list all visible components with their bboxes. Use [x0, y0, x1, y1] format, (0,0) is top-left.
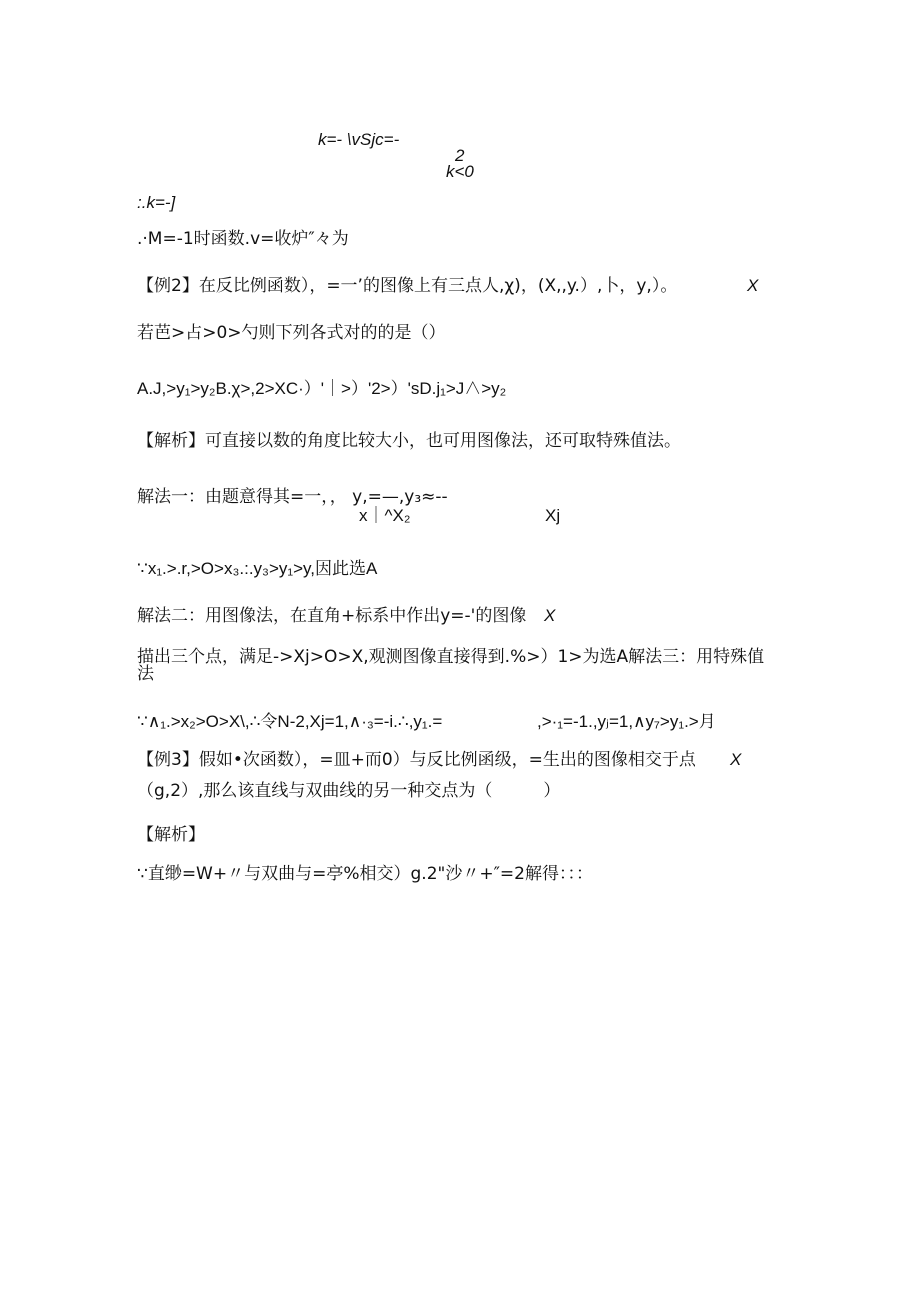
condition-k-negative: k<0: [446, 162, 474, 181]
solution-2-variable-x: X: [544, 606, 556, 625]
solution-2-description: 描出三个点，满足->Xj>O>X,观测图像直接得到.%>）1>为选A解法三：用特殊值: [137, 647, 765, 667]
example-3-variable-x: X: [730, 750, 742, 769]
example-2-options: A.J,>y₁>y₂B.χ>,2>XC·）'｜>）'2>）'sD.j₁>J∧>y₂: [137, 379, 507, 398]
analysis-heading: 【解析】: [137, 825, 205, 845]
example-3-question: （g,2）,那么该直线与双曲线的另一种交点为（ ）: [137, 781, 561, 801]
solution-3-line-a: ∵∧₁.>x₂>O>X\,∴令N-2,Xj=1,∧·₃=-i.∴,y₁.=: [137, 712, 443, 731]
solution-3-line-b: ,>·₁=-1.,yⱼ=1,∧y₇>y₁.>月: [537, 712, 716, 731]
function-statement: .·M=-1时函数.v=收炉″々为: [137, 229, 349, 249]
solution-2-wrap: 法: [137, 664, 154, 684]
solution-2-line: 解法二：用图像法，在直角+标系中作出y=-'的图像: [137, 606, 527, 626]
solution-1-conclusion: ∵x₁.>.r,>O>x₃.:.y₃>y₁>y,因此选A: [137, 559, 378, 578]
solution-1-denominators: x｜^X₂: [359, 506, 411, 525]
fraction-denominator: 2: [455, 146, 465, 165]
solution-1-denominator-xj: Xj: [545, 506, 561, 525]
example-2-variable-x: X: [747, 276, 759, 295]
example-3-heading: 【例3】假如•次函数），=皿+而0）与反比例函级，=生出的图像相交于点: [137, 750, 696, 770]
analysis-intro: 【解析】可直接以数的角度比较大小，也可用图像法，还可取特殊值法。: [137, 431, 681, 451]
formula-k-line: k=- \vSjc=-: [318, 130, 400, 149]
conclusion-k: :.k=-]: [137, 193, 176, 212]
analysis-equation: ∵直缈=W+〃与双曲与=亭%相交）g.2"沙〃+″=2解得：：：: [137, 864, 593, 884]
solution-1-line: 解法一：由题意得其=一，， y,=—,y₃≈--: [137, 487, 448, 507]
example-2-condition: 若芭>占>0>勺则下列各式对的的是（）: [137, 323, 446, 343]
example-2-heading: 【例2】在反比例函数），=一’的图像上有三点人,χ)，(X,,y.）,卜，y,）。: [137, 276, 678, 296]
